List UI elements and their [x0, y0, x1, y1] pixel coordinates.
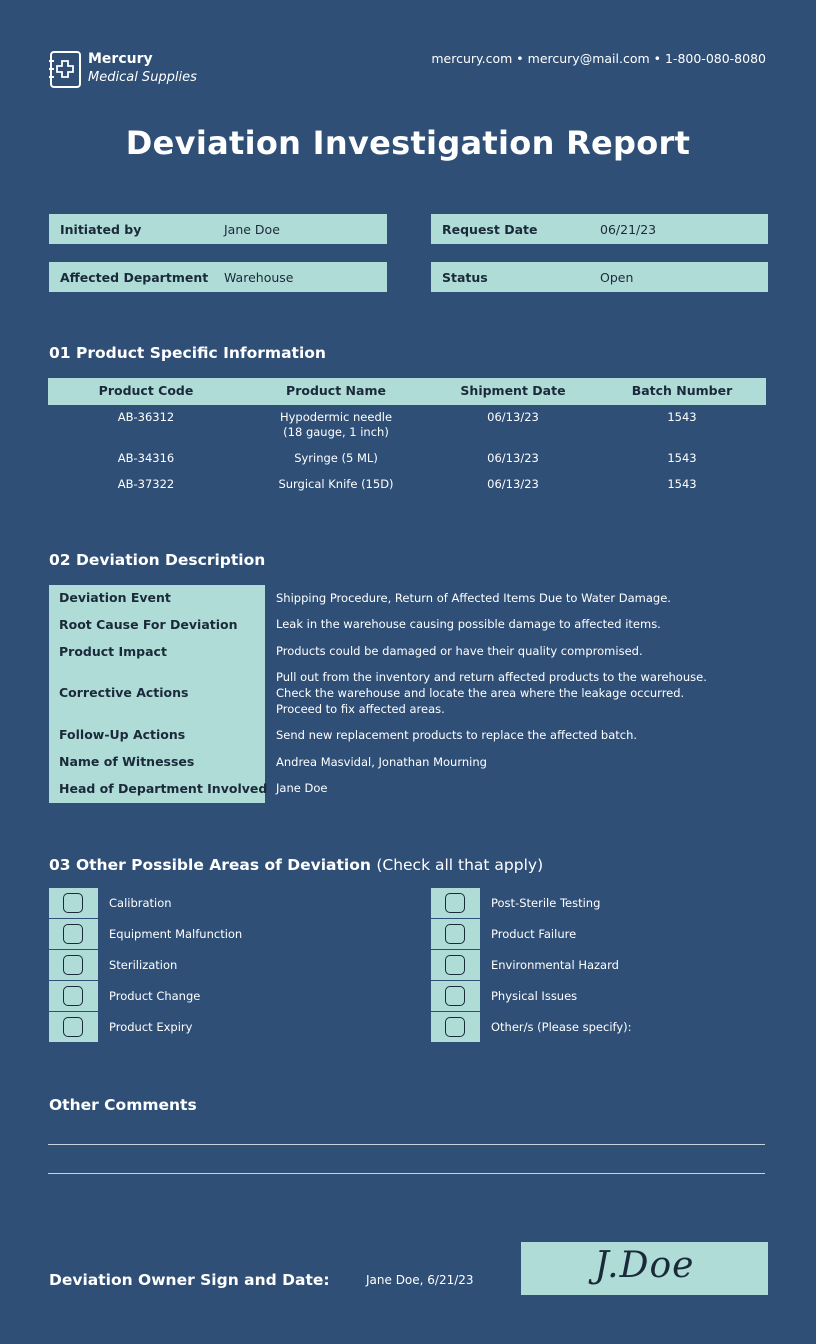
initiated-by-row [49, 214, 387, 244]
brand-name: Mercury [88, 51, 153, 67]
column-header-batch: Batch Number [631, 383, 733, 398]
head-of-department-label: Head of Department Involved [59, 781, 268, 796]
root-cause-label: Root Cause For Deviation [59, 617, 238, 632]
checkbox-label: Post-Sterile Testing [491, 896, 601, 910]
department-value: Warehouse [224, 269, 294, 285]
comment-line-2[interactable] [48, 1173, 765, 1174]
checkbox-product-change[interactable] [49, 981, 98, 1011]
request-date-value: 06/21/23 [600, 221, 657, 237]
head-of-department-text: Jane Doe [276, 781, 328, 795]
table-cell-name: Surgical Knife (15D) [278, 477, 394, 491]
corrective-actions-text-line2: Check the warehouse and locate the area where the leakage occurred. [276, 686, 685, 700]
root-cause-text: Leak in the warehouse causing possible damage to affected items. [276, 617, 661, 631]
table-cell-code: AB-36312 [117, 410, 175, 424]
column-header-name: Product Name [286, 383, 386, 398]
section-title-other-areas [49, 856, 543, 874]
table-cell-code: AB-34316 [117, 451, 175, 465]
table-cell-name-line2: (18 gauge, 1 inch) [283, 425, 389, 439]
column-header-date: Shipment Date [460, 383, 566, 398]
checkbox-label: Physical Issues [491, 989, 578, 1003]
table-cell-date: 06/13/23 [487, 410, 539, 424]
comment-line-1[interactable] [48, 1144, 765, 1145]
checkbox-environmental-hazard[interactable] [431, 950, 480, 980]
product-impact-label: Product Impact [59, 644, 167, 659]
corrective-actions-label: Corrective Actions [59, 685, 189, 700]
status-value: Open [600, 269, 634, 285]
initiated-by-value: Jane Doe [224, 221, 280, 237]
page-title: Deviation Investigation Report [125, 124, 691, 162]
table-cell-code: AB-37322 [117, 477, 175, 491]
signature-box [521, 1242, 768, 1295]
checkbox-calibration[interactable] [49, 888, 98, 918]
checkbox-product-failure[interactable] [431, 919, 480, 949]
request-date-label: Request Date [442, 221, 538, 237]
table-cell-batch: 1543 [667, 451, 697, 465]
medical-clipboard-icon [49, 50, 82, 89]
request-date-row [431, 214, 768, 244]
department-row [49, 262, 387, 292]
witnesses-label: Name of Witnesses [59, 754, 195, 769]
column-header-code: Product Code [98, 383, 194, 398]
follow-up-text: Send new replacement products to replace the affected batch. [276, 728, 638, 742]
product-impact-text: Products could be damaged or have their quality compromised. [276, 644, 643, 658]
witnesses-text: Andrea Masvidal, Jonathan Mourning [276, 755, 487, 769]
checkbox-label: Other/s (Please specify): [491, 1020, 632, 1034]
corrective-actions-text-line3: Proceed to fix affected areas. [276, 702, 445, 716]
checkbox-label: Product Failure [491, 927, 577, 941]
section3-title: 03 Other Possible Areas of Deviation [49, 856, 371, 874]
follow-up-label: Follow-Up Actions [59, 727, 186, 742]
initiated-by-label: Initiated by [60, 221, 142, 237]
status-label: Status [442, 269, 488, 285]
checkbox-product-expiry[interactable] [49, 1012, 98, 1042]
sign-label: Deviation Owner Sign and Date: [49, 1271, 330, 1289]
checkbox-label: Calibration [109, 896, 172, 910]
section-title-comments: Other Comments [49, 1096, 197, 1114]
table-cell-name: Hypodermic needle [279, 410, 393, 424]
checkbox-post-sterile-testing[interactable] [431, 888, 480, 918]
checkbox-sterilization[interactable] [49, 950, 98, 980]
department-label: Affected Department [60, 269, 209, 285]
deviation-event-label: Deviation Event [59, 590, 171, 605]
table-cell-date: 06/13/23 [487, 451, 539, 465]
sign-date-value: Jane Doe, 6/21/23 [366, 1273, 474, 1287]
status-row [431, 262, 768, 292]
table-cell-name: Syringe (5 ML) [294, 451, 378, 465]
contact-info: mercury.com • mercury@mail.com • 1-800-080-8080 [431, 51, 766, 66]
checkbox-label: Environmental Hazard [491, 958, 619, 972]
section-title-product-info: 01 Product Specific Information [49, 344, 326, 362]
table-cell-batch: 1543 [667, 477, 697, 491]
checkbox-label: Product Expiry [109, 1020, 193, 1034]
checkbox-equipment-malfunction[interactable] [49, 919, 98, 949]
section-title-deviation: 02 Deviation Description [49, 551, 266, 569]
section3-subtitle: (Check all that apply) [376, 856, 544, 874]
checkbox-others[interactable] [431, 1012, 480, 1042]
brand-subtitle: Medical Supplies [88, 70, 197, 85]
deviation-event-text: Shipping Procedure, Return of Affected Items Due to Water Damage. [276, 591, 671, 605]
checkbox-label: Equipment Malfunction [109, 927, 243, 941]
table-cell-batch: 1543 [667, 410, 697, 424]
signature: J.Doe [594, 1245, 695, 1286]
checkbox-label: Sterilization [109, 958, 178, 972]
checkbox-label: Product Change [109, 989, 201, 1003]
checkbox-physical-issues[interactable] [431, 981, 480, 1011]
corrective-actions-text-line1: Pull out from the inventory and return affected products to the warehouse. [276, 670, 707, 684]
table-cell-date: 06/13/23 [487, 477, 539, 491]
